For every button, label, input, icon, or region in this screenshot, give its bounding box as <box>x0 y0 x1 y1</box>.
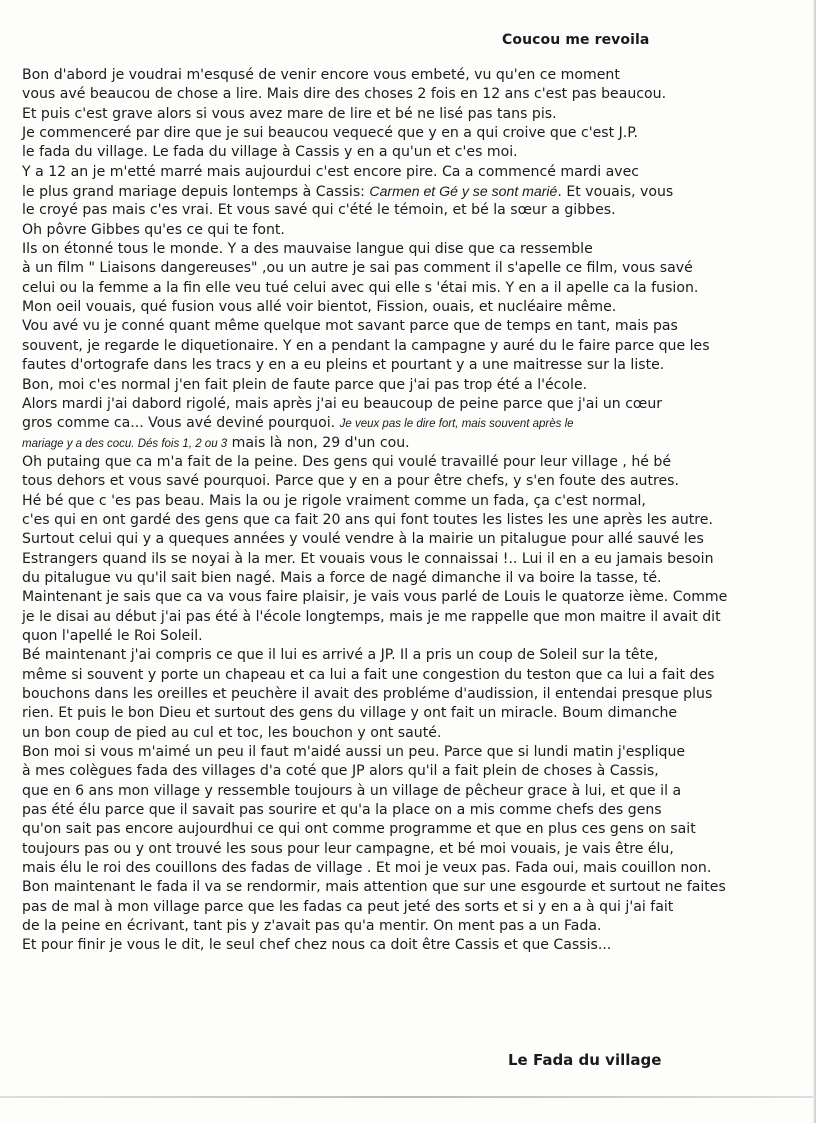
text-segment: rien. Et puis le bon Dieu et surtout des gens du village y ont fait un miracle. Boum dimanche <box>22 705 678 722</box>
text-segment: c'es qui en ont gardé des gens que ca fait 20 ans qui font toutes les listes les une après les autre. <box>22 511 713 528</box>
text-segment: quon l'apellé le Roi Soleil. <box>22 627 203 644</box>
text-segment: qu'on sait pas encore aujourdhui ce qui ont comme programme et que en plus ces gens on sait <box>22 821 696 838</box>
text-segment: tous dehors et vous savé pourquoi. Parce que y en a pour être chefs, y s'en foute des autres. <box>22 473 679 490</box>
text-line <box>22 608 812 627</box>
text-line <box>22 221 812 240</box>
text-segment: Oh putaing que ca m'a fait de la peine. Des gens qui voulé travaillé pour leur village , hé bé <box>22 453 672 470</box>
text-line <box>22 201 812 220</box>
text-segment: . Et vouais, vous <box>557 184 674 201</box>
text-line <box>22 820 812 839</box>
text-line <box>22 646 812 665</box>
text-line <box>22 356 812 375</box>
text-segment: un bon coup de pied au cul et toc, les bouchon y ont sauté. <box>22 724 442 741</box>
text-line <box>22 85 812 104</box>
text-line <box>22 492 812 511</box>
text-segment: Estrangers quand ils se noyai à la mer. Et vouais vous le connaissai !.. Lui il en a eu jamais besoin <box>22 550 714 567</box>
text-segment: que en 6 ans mon village y ressemble toujours à un village de pêcheur grace à lui, et que il a <box>22 782 682 799</box>
text-segment: souvent, je regarde le diquetionaire. Y en a pendant la campagne y auré du le faire parce que les <box>22 337 710 354</box>
text-line <box>22 588 812 607</box>
text-line <box>22 840 812 859</box>
text-segment: toujours pas ou y ont trouvé les sous pour leur campagne, et bé moi vouais, je vais être élu, <box>22 840 674 857</box>
text-segment: je le disai au début j'ai pas été à l'école longtemps, mais je me rappelle que mon maitre il avait dit <box>22 608 721 625</box>
text-line <box>22 530 812 549</box>
text-line <box>22 395 812 414</box>
text-line <box>22 163 812 182</box>
text-segment: le croyé pas mais c'es vrai. Et vous savé qui c'été le témoin, et bé la sœur a gibbes. <box>22 202 616 219</box>
text-segment-it: Carmen et Gé y se sont marié <box>369 183 558 200</box>
text-segment: vous avé beaucou de chose a lire. Mais dire des choses 2 fois en 12 ans c'est pas beaucou. <box>22 86 667 103</box>
text-segment: de la peine en écrivant, tant pis y z'avait pas qu'a mentir. On ment pas a un Fada. <box>22 918 602 935</box>
text-line <box>22 66 812 85</box>
text-segment: du pitalugue vu qu'il sait bien nagé. Mais a force de nagé dimanche il va boire la tasse, té. <box>22 569 662 586</box>
text-line <box>22 936 812 955</box>
text-line <box>22 762 812 781</box>
text-segment: Hé bé que c 'es pas beau. Mais la ou je rigole vraiment comme un fada, ça c'est normal, <box>22 492 646 509</box>
text-line <box>22 685 812 704</box>
page-fold-line <box>0 1096 816 1098</box>
text-line <box>22 917 812 936</box>
text-segment: le plus grand mariage depuis lontemps à Cassis: <box>22 184 370 201</box>
text-line <box>22 317 812 336</box>
text-line <box>22 337 812 356</box>
text-segment: Vou avé vu je conné quant même quelque mot savant parce que de temps en tant, mais pas <box>22 318 678 335</box>
text-line <box>22 878 812 897</box>
text-line <box>22 859 812 878</box>
text-line <box>22 143 812 162</box>
text-line <box>22 105 812 124</box>
text-line <box>22 182 812 201</box>
text-line <box>22 666 812 685</box>
text-line <box>22 279 812 298</box>
text-segment-small: mariage y a des cocu. Dés fois 1, 2 ou 3 <box>22 437 228 450</box>
text-segment: à un film " Liaisons dangereuses" ,ou un autre je sai pas comment il s'apelle ce film, vous savé <box>22 260 693 277</box>
text-segment: Bon d'abord je voudrai m'esqusé de venir encore vous embeté, vu qu'en ce moment <box>22 67 620 83</box>
text-line <box>22 724 812 743</box>
text-segment: Et puis c'est grave alors si vous avez mare de lire et bé ne lisé pas tans pis. <box>22 105 557 122</box>
text-line <box>22 376 812 395</box>
text-line <box>22 569 812 588</box>
text-line <box>22 511 812 530</box>
text-line <box>22 782 812 801</box>
text-line <box>22 743 812 762</box>
text-segment: Ils on étonné tous le monde. Y a des mauvaise langue qui dise que ca ressemble <box>22 241 593 258</box>
text-segment: Bon, moi c'es normal j'en fait plein de faute parce que j'ai pas trop été a l'école. <box>22 376 588 393</box>
text-segment: fautes d'ortografe dans les tracs y en a eu pleins et pourtant y a une maitresse sur la liste. <box>22 357 665 374</box>
text-line <box>22 414 812 433</box>
text-line <box>22 801 812 820</box>
text-segment: pas de mal à mon village parce que les fadas ca peut jeté des sorts et si y en a à qui j'ai fait <box>22 898 674 915</box>
text-segment: Oh pôvre Gibbes qu'es ce qui te font. <box>22 221 285 238</box>
text-segment: celui ou la femme a la fin elle veu tué celui avec qui elle s 'étai mis. Y en a il apelle ca la fusion. <box>22 279 699 296</box>
text-segment: mais élu le roi des couillons des fadas de village . Et moi je veux pas. Fada oui, mais couillon non. <box>22 860 712 877</box>
text-line <box>22 704 812 723</box>
text-line <box>22 259 812 278</box>
text-line <box>22 550 812 569</box>
text-segment: Bé maintenant j'ai compris ce que il lui es arrivé a JP. Il a pris un coup de Soleil sur la tête, <box>22 647 659 664</box>
text-line <box>22 898 812 917</box>
letter-signature: Le Fada du village <box>508 1051 662 1069</box>
text-segment: même si souvent y porte un chapeau et ca lui a fait une congestion du teston que ca lui a fait des <box>22 666 715 683</box>
text-line <box>22 627 812 646</box>
text-segment: le fada du village. Le fada du village à Cassis y en a qu'un et c'es moi. <box>22 144 518 161</box>
letter-title: Coucou me revoila <box>502 32 650 48</box>
text-line <box>22 240 812 259</box>
text-segment: mais là non, 29 d'un cou. <box>227 434 410 451</box>
text-segment: Mon oeil vouais, qué fusion vous allé voir bientot, Fission, ouais, et nucléaire même. <box>22 299 617 316</box>
text-segment: gros comme ca... Vous avé deviné pourquoi. <box>22 415 340 432</box>
text-segment: Surtout celui qui y a queques années y voulé vendre à la mairie un pitalugue pour allé sauvé les <box>22 531 704 548</box>
text-line <box>22 453 812 472</box>
text-segment: Bon moi si vous m'aimé un peu il faut m'aidé aussi un peu. Parce que si lundi matin j'esplique <box>22 744 686 761</box>
text-line <box>22 434 812 453</box>
text-segment: Maintenant je sais que ca va vous faire plaisir, je vais vous parlé de Louis le quatorze ième. Comme <box>22 589 728 606</box>
text-segment: pas été élu parce que il savait pas sourire et qu'a la place on a mis comme chefs des gens <box>22 802 662 819</box>
text-segment: Y a 12 an je m'etté marré mais aujourdui c'est encore pire. Ca a commencé mardi avec <box>22 163 640 180</box>
text-line <box>22 472 812 491</box>
text-segment: Bon maintenant le fada il va se rendormir, mais attention que sur une esgourde et surtout ne faites <box>22 879 726 896</box>
letter-body <box>22 66 812 956</box>
text-segment: à mes colègues fada des villages d'a coté que JP alors qu'il a fait plein de choses à Cassis, <box>22 763 659 780</box>
text-segment: Alors mardi j'ai dabord rigolé, mais après j'ai eu beaucoup de peine parce que j'ai un cœur <box>22 395 663 412</box>
text-segment: Et pour finir je vous le dit, le seul chef chez nous ca doit être Cassis et que Cassis... <box>22 937 612 954</box>
text-segment: bouchons dans les oreilles et peuchère il avait des probléme d'audission, il entendai presque plus <box>22 686 713 702</box>
text-line <box>22 298 812 317</box>
text-segment: Je commenceré par dire que je sui beaucou vequecé que y en a qui croive que c'est J.P. <box>22 125 639 142</box>
text-segment-small: Je veux pas le dire fort, mais souvent après le <box>339 418 574 431</box>
text-line <box>22 124 812 143</box>
